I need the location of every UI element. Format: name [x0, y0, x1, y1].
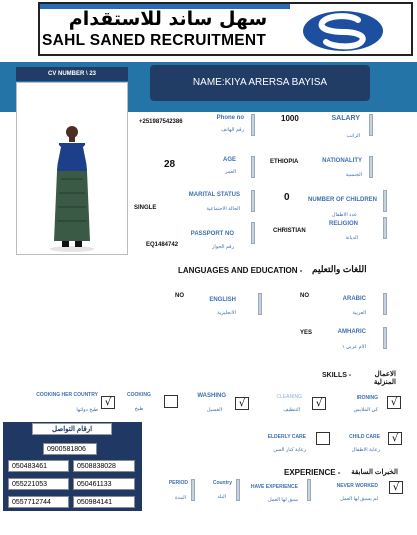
contact-number-6: 050984141 [73, 496, 135, 508]
country-divider [236, 479, 240, 501]
period-label: PERIOD [168, 480, 188, 486]
contact-number-3: 055221053 [8, 478, 69, 490]
ironing-label-ar: كي الملابس [353, 407, 378, 413]
washing-checkbox[interactable]: √ [235, 397, 249, 410]
country-label-ar: البلد [217, 494, 226, 500]
cooking-country-label-ar: طبخ دولتها [76, 407, 98, 413]
arabic-label-ar: العربية [352, 310, 366, 316]
arabic-value: NO [300, 293, 309, 299]
marital-divider [251, 190, 255, 212]
contact-number-2: 0508838028 [73, 460, 135, 472]
never-worked-label: NEVER WORKED [336, 483, 378, 489]
header-english-title: SAHL SANED RECRUITMENT [42, 32, 267, 49]
phone-value: +251987542386 [139, 119, 183, 125]
have-experience-label-ar: سبق لها العمل [268, 497, 298, 503]
child-care-label-ar: رعاية الاطفال [351, 447, 380, 453]
cooking-label-ar: طبخ [134, 406, 144, 412]
elderly-care-label-ar: رعاية كبار السن [273, 447, 306, 453]
passport-label-ar: رقم الجواز [211, 244, 234, 250]
country-label: Country [212, 480, 232, 486]
period-divider [191, 479, 195, 501]
children-divider [383, 190, 387, 212]
english-value: NO [175, 293, 184, 299]
cooking-label: COOKING [127, 392, 151, 398]
salary-label-ar: الراتب [346, 133, 360, 139]
marital-value: SINGLE [134, 205, 157, 211]
arabic-label: ARABIC [342, 296, 366, 302]
amharic-divider [383, 327, 387, 349]
nationality-label: NATIONALITY [322, 158, 362, 164]
amharic-label: AMHARIC [337, 329, 366, 335]
religion-divider [383, 217, 387, 239]
elderly-care-label: ELDERLY CARE [267, 434, 306, 440]
english-divider [258, 293, 262, 315]
salary-label: SALARY [331, 115, 360, 122]
passport-divider [251, 222, 255, 244]
header-banner [0, 0, 417, 62]
passport-label: PASSPORT NO [190, 231, 234, 237]
salary-value: 1000 [281, 114, 299, 123]
child-care-checkbox[interactable]: √ [388, 432, 402, 445]
washing-label-ar: الغسيل [206, 407, 222, 413]
worker-name: NAME:KIYA ARERSA BAYISA [192, 77, 328, 88]
ironing-label: IRONING [356, 395, 378, 401]
salary-divider [369, 114, 373, 136]
never-worked-label-ar: لم يسبق لها العمل [340, 496, 378, 502]
cleaning-label: CLEANING [276, 394, 302, 400]
religion-label: RELIGION [328, 221, 358, 227]
skills-heading: SKILLS - [322, 372, 352, 379]
nationality-divider [369, 156, 373, 178]
religion-value: CHRISTIAN [273, 228, 306, 234]
marital-label: MARITAL STATUS [188, 192, 240, 198]
children-label: NUMBER OF CHILDREN [308, 197, 377, 203]
children-value: 0 [284, 192, 290, 203]
arabic-divider [383, 293, 387, 315]
amharic-label-ar: الام عربي ١ [341, 344, 366, 350]
experience-heading: EXPERIENCE - [284, 468, 341, 477]
name-box [150, 65, 370, 101]
age-divider [251, 156, 255, 178]
skills-heading-ar: الاعمال المنزلية [373, 371, 396, 386]
worker-photo [16, 82, 128, 255]
have-experience-divider [307, 479, 311, 501]
cleaning-label-ar: التنظيف [283, 407, 300, 413]
religion-label-ar: الديانة [345, 235, 358, 241]
cooking-checkbox[interactable] [164, 395, 178, 408]
children-label-ar: عدد الاطفال [331, 212, 357, 218]
languages-heading: LANGUAGES AND EDUCATION - [178, 266, 303, 275]
english-label: ENGLISH [209, 297, 236, 303]
amharic-value: YES [300, 330, 313, 336]
never-worked-checkbox[interactable]: √ [389, 481, 403, 494]
contact-numbers-panel [3, 422, 142, 511]
header-arabic-title: سهل ساند للاستقدام [68, 8, 268, 30]
nationality-value: ETHIOPIA [270, 159, 299, 165]
company-logo [300, 8, 386, 54]
contact-number-5: 0557712744 [8, 496, 69, 508]
cleaning-checkbox[interactable]: √ [312, 397, 326, 410]
have-experience-label: HAVE EXPERIENCE [250, 484, 298, 490]
cv-number-label: CV NUMBER \ 23 [16, 67, 128, 81]
elderly-care-checkbox[interactable] [316, 432, 330, 445]
age-label: AGE [222, 157, 236, 163]
age-label-ar: العمر [225, 169, 236, 175]
phone-divider [251, 114, 255, 136]
languages-heading-ar: اللغات والتعليم [312, 264, 367, 274]
ironing-checkbox[interactable]: √ [387, 396, 401, 409]
nationality-label-ar: الجنسية [345, 172, 362, 178]
cooking-country-checkbox[interactable]: √ [101, 396, 115, 409]
person-figure [17, 83, 127, 254]
phone-label: Phone no [216, 115, 244, 121]
child-care-label: CHILD CARE [349, 434, 380, 440]
age-value: 28 [164, 159, 176, 170]
phone-label-ar: رقم الهاتف [221, 127, 244, 133]
passport-value: EQ1484742 [146, 242, 179, 248]
cooking-country-label: COOKING HER COUNTRY [36, 392, 98, 398]
contact-title: ارقام التواصل [32, 423, 112, 435]
washing-label: WASHING [197, 393, 226, 399]
experience-heading-ar: الخبرات السابقة [351, 469, 398, 476]
marital-label-ar: الحالة الاجتماعية [206, 206, 240, 212]
period-label-ar: المدة [174, 495, 186, 501]
contact-number-4: 050461133 [73, 478, 135, 490]
english-label-ar: الانجليزية [217, 310, 236, 316]
contact-number-1: 050483461 [8, 460, 69, 472]
contact-main-number: 0900581806 [43, 443, 97, 455]
